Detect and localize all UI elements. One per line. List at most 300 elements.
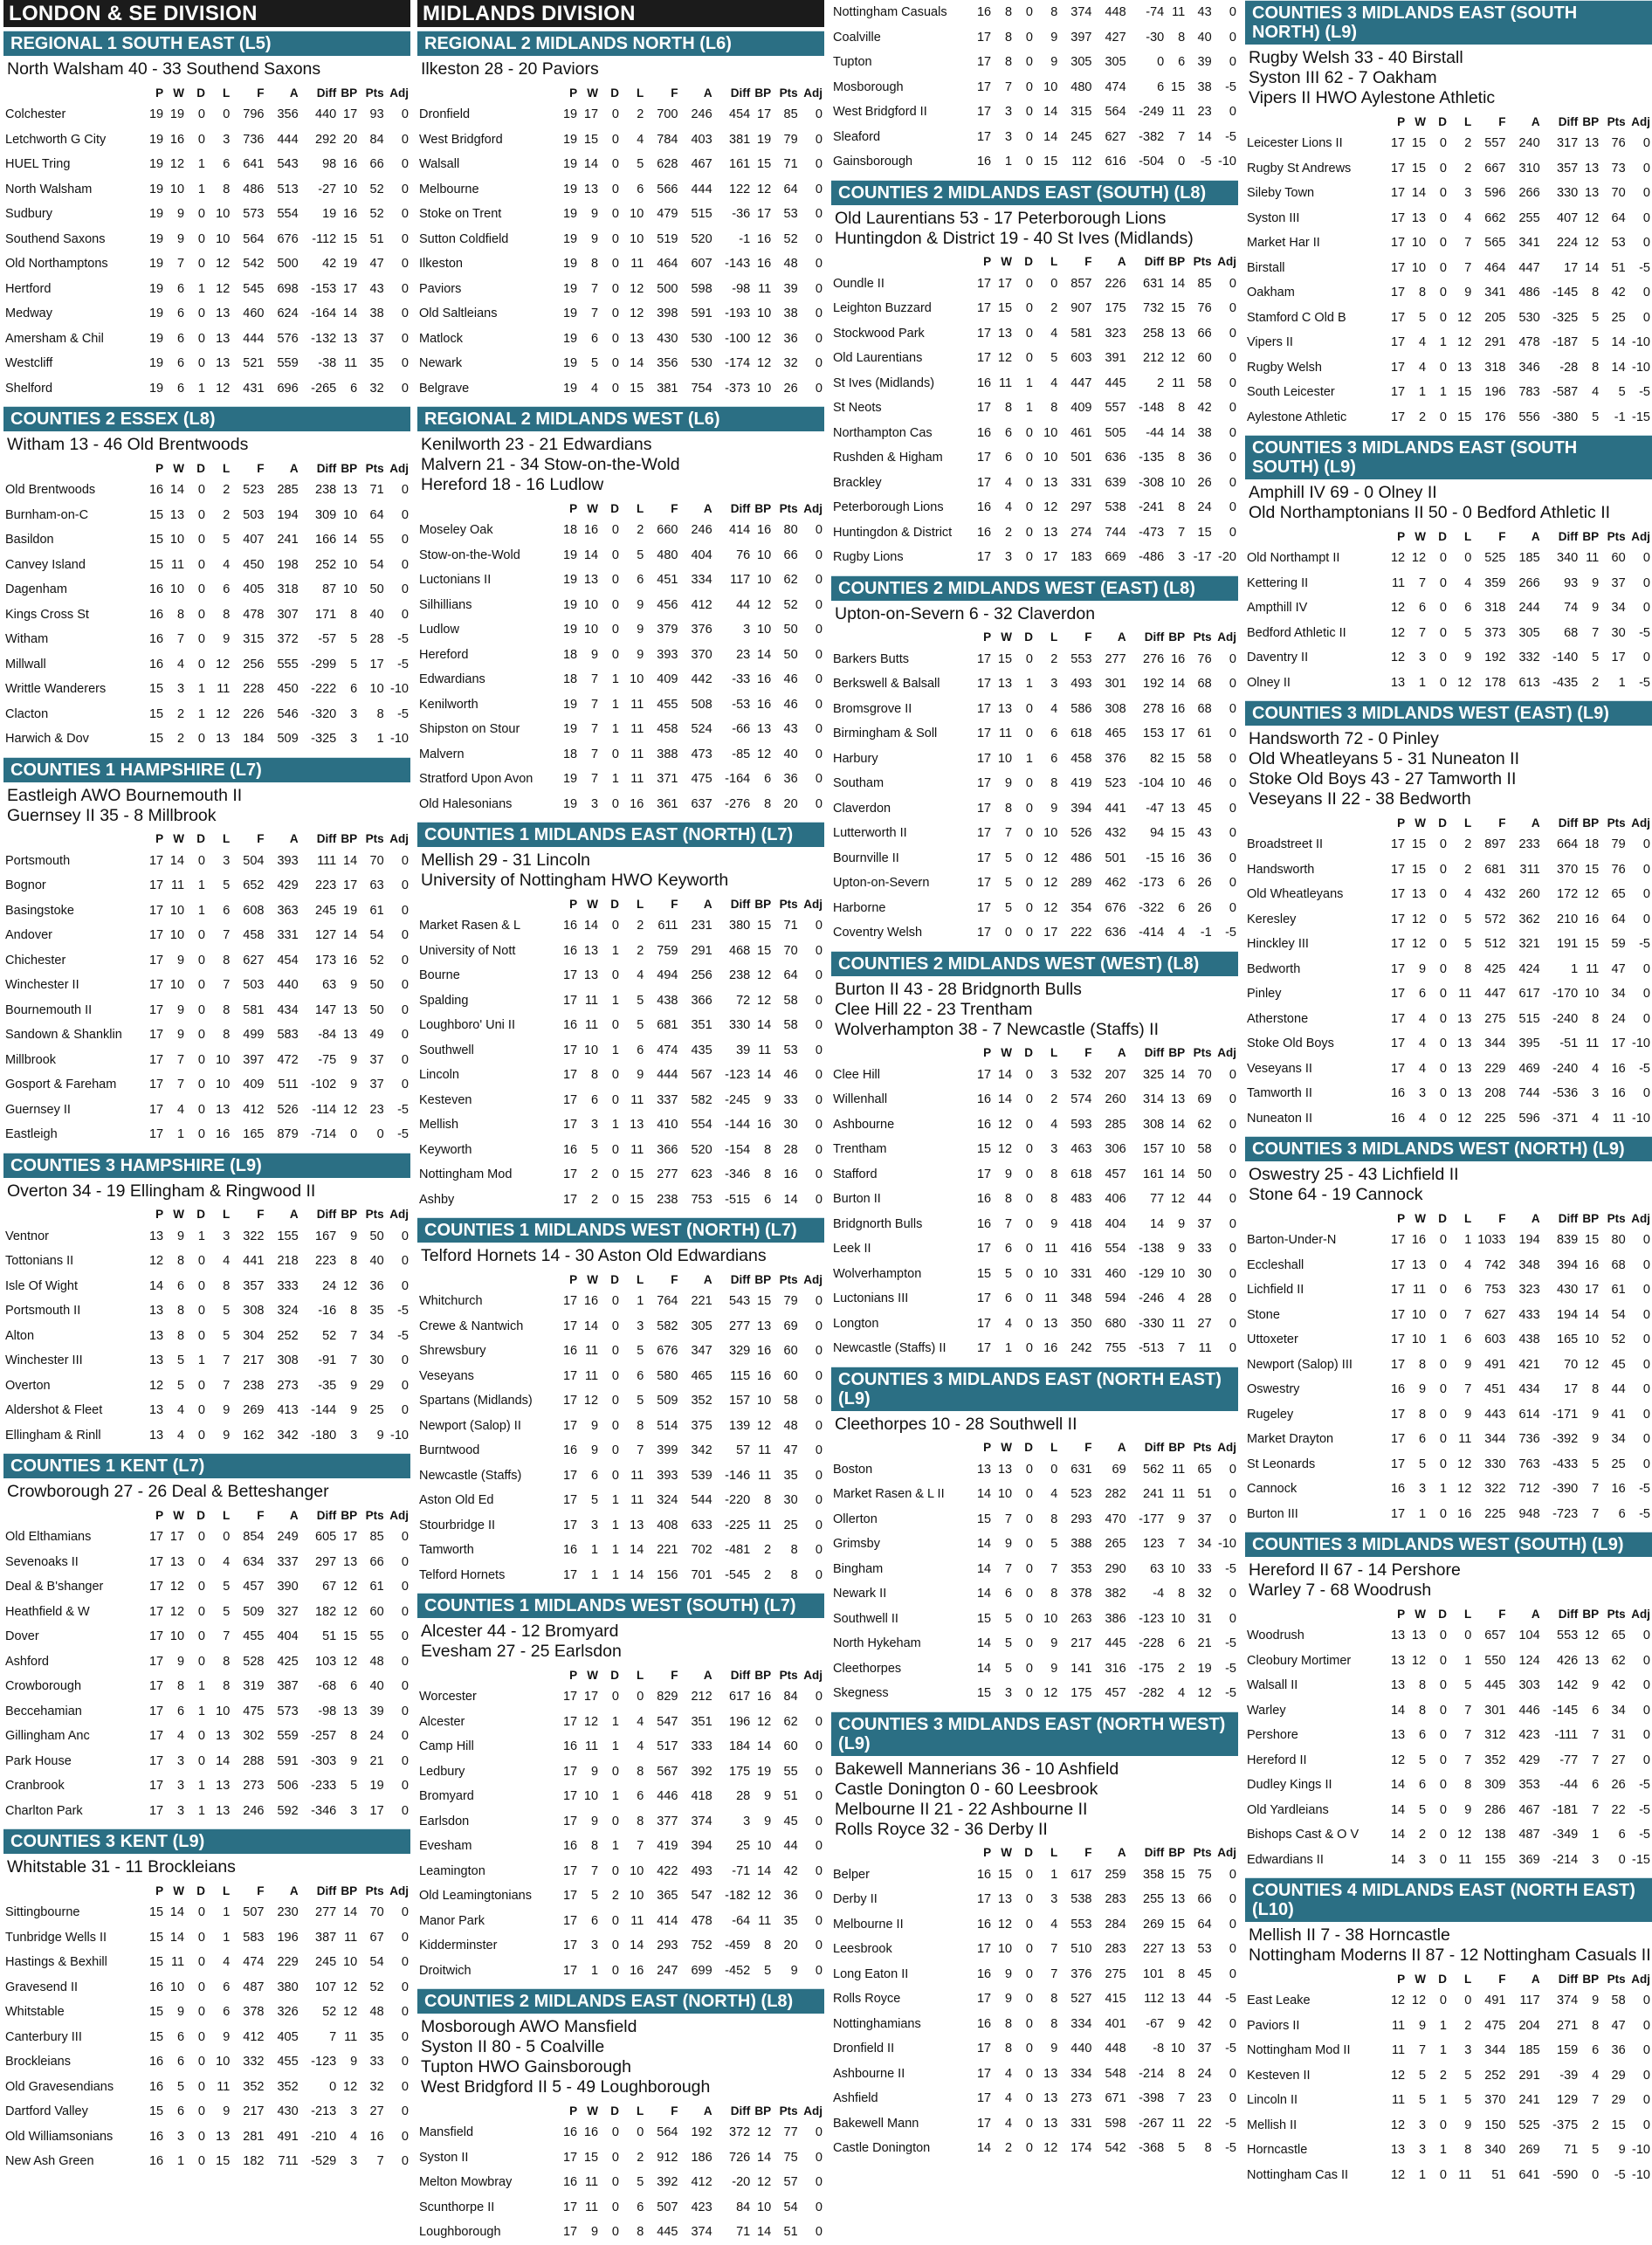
team-name: Ledbury xyxy=(419,1764,465,1779)
column-header-bp: BP xyxy=(1582,529,1600,543)
stat-p: 14 xyxy=(970,1656,993,1682)
team-name: Coalville xyxy=(831,25,970,51)
division-heading: LONDON & SE DIVISION xyxy=(3,0,410,27)
stat-d: 0 xyxy=(600,102,621,127)
stat-w: 8 xyxy=(165,1674,186,1699)
stat-bp: 8 xyxy=(338,1724,359,1749)
stat-l: 14 xyxy=(630,1567,644,1582)
stat-diff: 76 xyxy=(736,547,751,562)
stat-diff: 159 xyxy=(1542,2038,1580,2063)
stat-l: 5 xyxy=(223,1604,231,1619)
stat-adj: 0 xyxy=(815,1518,823,1532)
stat-w: 10 xyxy=(997,1942,1013,1957)
stat-p: 16 xyxy=(976,155,992,169)
stat-adj: 0 xyxy=(815,1092,823,1107)
stat-l: 8 xyxy=(223,182,231,196)
stat-pts: 37 xyxy=(1611,575,1626,590)
stat-a: 269 xyxy=(1507,2138,1541,2163)
stat-l: 8 xyxy=(207,998,231,1023)
column-header-w: W xyxy=(587,1668,599,1682)
stat-p: 17 xyxy=(976,1341,992,1356)
stat-l: 9 xyxy=(1464,1802,1472,1817)
stat-p: 17 xyxy=(142,1674,165,1699)
stat-f: 409 xyxy=(645,667,679,692)
stat-p: 17 xyxy=(562,1913,578,1928)
stat-a: 525 xyxy=(1518,2118,1540,2132)
stat-pts: 48 xyxy=(783,1418,798,1433)
league-table-counties-2-midlands-west-east-l8 xyxy=(831,575,1238,946)
stat-p: 17 xyxy=(556,1784,579,1809)
stat-f: 631 xyxy=(1059,1457,1093,1483)
stat-a: 556 xyxy=(1518,410,1540,424)
table-row xyxy=(3,2000,410,2025)
stat-f: 912 xyxy=(657,2150,678,2165)
standings-header-row xyxy=(831,628,1238,647)
team-name: Writtle Wanderers xyxy=(3,677,142,702)
stat-d: 0 xyxy=(186,1048,207,1073)
stat-adj: 0 xyxy=(1229,1341,1236,1356)
stat-l: 10 xyxy=(207,202,231,227)
stat-adj: 0 xyxy=(401,281,409,296)
stat-l: 9 xyxy=(1464,2118,1472,2132)
stat-diff: -545 xyxy=(725,1567,751,1582)
stat-pts: 17 xyxy=(1600,645,1627,671)
stat-adj: 0 xyxy=(1229,1942,1236,1957)
column-header-p: P xyxy=(1397,816,1406,830)
stat-bp: 8 xyxy=(752,1162,773,1188)
match-result: Eastleigh AWO Bournemouth II xyxy=(7,785,243,805)
stat-f: 228 xyxy=(231,677,265,702)
stat-a: 393 xyxy=(265,849,299,874)
stat-pts: 10 xyxy=(359,677,385,702)
team-name: Rugby Welsh xyxy=(1247,360,1322,375)
stat-p: 17 xyxy=(970,747,993,772)
stat-adj: 0 xyxy=(401,928,409,943)
column-header-f: F xyxy=(1084,255,1092,268)
stat-pts: 71 xyxy=(359,478,385,503)
stat-d: 0 xyxy=(1025,1942,1033,1957)
stat-bp: 9 xyxy=(338,1374,359,1399)
stat-bp: 4 xyxy=(350,2129,358,2144)
stat-p: 17 xyxy=(1384,1228,1407,1253)
stat-w: 13 xyxy=(169,507,185,522)
table-row xyxy=(3,327,410,352)
stat-pts: 30 xyxy=(369,1353,384,1368)
stat-l: 11 xyxy=(1449,1427,1473,1452)
stat-bp: 17 xyxy=(338,102,359,127)
column-header-adj: Adj xyxy=(1217,1046,1236,1059)
stat-w: 17 xyxy=(579,102,600,127)
stat-f: 246 xyxy=(243,1803,265,1818)
stat-diff: 839 xyxy=(1542,1228,1580,1253)
stat-adj: 0 xyxy=(1214,471,1238,496)
stat-d: 0 xyxy=(1014,697,1035,722)
stat-adj: 0 xyxy=(1214,1262,1238,1287)
stat-adj: 0 xyxy=(1214,1162,1238,1188)
team-name: Bedworth xyxy=(1247,961,1301,976)
stat-bp: 16 xyxy=(338,202,359,227)
stat-p: 17 xyxy=(1384,1427,1407,1452)
league-table-counties-3-midlands-east-south-south-l9 xyxy=(1245,435,1652,695)
stat-adj: 0 xyxy=(386,527,410,553)
stat-l: 16 xyxy=(630,796,644,811)
stat-w: 10 xyxy=(165,577,186,603)
match-result: Bakewell Mannerians 36 - 10 Ashfield xyxy=(835,1759,1119,1779)
stat-pts: 30 xyxy=(1187,1262,1213,1287)
stat-bp: 2 xyxy=(752,1538,773,1563)
stat-p: 16 xyxy=(556,2170,579,2195)
stat-pts: 50 xyxy=(359,1224,385,1250)
stat-l: 6 xyxy=(1449,1277,1473,1303)
stat-a: 442 xyxy=(679,667,713,692)
stat-diff: 245 xyxy=(300,1950,339,1975)
stat-l: 6 xyxy=(1449,596,1473,621)
stat-pts: 57 xyxy=(773,2170,799,2195)
team-name: Charlton Park xyxy=(5,1803,83,1818)
stat-p: 17 xyxy=(142,1098,165,1123)
table-row xyxy=(1245,206,1652,231)
stat-p: 17 xyxy=(976,677,992,692)
stat-adj: 0 xyxy=(800,1784,824,1809)
table-row xyxy=(417,1513,824,1539)
stat-diff: 7 xyxy=(329,2029,337,2044)
match-result: Oswestry 25 - 43 Lichfield II xyxy=(1249,1165,1459,1184)
column-header-p: P xyxy=(155,461,164,475)
stat-l: 13 xyxy=(216,1803,231,1818)
stat-pts: 31 xyxy=(1600,1723,1627,1748)
stat-f: 475 xyxy=(243,1704,265,1718)
standings-table xyxy=(831,1843,1238,2161)
stat-w: 8 xyxy=(1418,1703,1427,1718)
stat-bp: 0 xyxy=(1178,155,1186,169)
stat-f: 527 xyxy=(1070,1992,1092,2007)
stat-w: 7 xyxy=(993,1212,1014,1237)
stat-l: 6 xyxy=(207,152,231,177)
stat-a: 275 xyxy=(1093,1962,1127,1987)
stat-w: 8 xyxy=(579,1834,600,1859)
stat-w: 9 xyxy=(165,998,186,1023)
team-name: Oswestry xyxy=(1245,1377,1384,1402)
stat-d: 0 xyxy=(197,1930,205,1945)
stat-adj: -5 xyxy=(1225,2141,1236,2156)
team-name: Brockleians xyxy=(3,2049,142,2075)
table-row xyxy=(1245,1848,1652,1873)
stat-bp: 15 xyxy=(1166,75,1187,100)
stat-l: 4 xyxy=(1035,1912,1059,1938)
stat-l: 11 xyxy=(207,677,231,702)
stat-bp: 17 xyxy=(1171,727,1186,741)
stat-diff: -714 xyxy=(311,1127,337,1142)
stat-l: 2 xyxy=(1464,2018,1472,2033)
column-header-diff: Diff xyxy=(1558,114,1579,128)
stat-pts: 58 xyxy=(1197,1142,1212,1157)
stat-w: 10 xyxy=(169,978,185,993)
team-name: Dartford Valley xyxy=(3,2099,142,2124)
team-name: Mellish II xyxy=(1247,2118,1298,2132)
stat-a: 478 xyxy=(691,1913,712,1928)
stat-p: 11 xyxy=(1384,2038,1407,2063)
stat-p: 17 xyxy=(562,1319,578,1333)
table-row xyxy=(831,1236,1238,1262)
stat-f: 344 xyxy=(1473,1031,1507,1057)
column-header-l: L xyxy=(1050,1046,1058,1059)
stat-a: 636 xyxy=(1105,451,1126,465)
stat-p: 19 xyxy=(148,182,164,196)
table-row xyxy=(3,2075,410,2100)
stat-pts: 28 xyxy=(1197,1291,1212,1306)
table-row xyxy=(831,149,1238,175)
stat-a: 441 xyxy=(1093,796,1127,822)
stat-bp: 9 xyxy=(350,1078,358,1092)
stat-pts: 36 xyxy=(359,1274,385,1299)
stat-w: 7 xyxy=(993,1507,1014,1532)
stat-a: 327 xyxy=(277,1604,299,1619)
stat-bp: 9 xyxy=(350,978,358,993)
stat-f: 334 xyxy=(1059,2062,1093,2087)
standings-header-row xyxy=(1245,1604,1652,1623)
stat-l: 0 xyxy=(207,1525,231,1550)
stat-f: 478 xyxy=(243,607,265,622)
stat-bp: 14 xyxy=(338,849,359,874)
stat-pts: 44 xyxy=(1197,1992,1212,2007)
column-header-w: W xyxy=(587,897,599,911)
stat-d: 0 xyxy=(186,1374,207,1399)
stat-pts: 16 xyxy=(369,2129,384,2144)
stat-diff: 25 xyxy=(714,1834,753,1859)
stat-diff: -320 xyxy=(311,706,337,721)
stat-adj: 0 xyxy=(386,1950,410,1975)
column-header-a: A xyxy=(703,86,712,100)
stat-adj: 0 xyxy=(815,597,823,612)
stat-bp: 12 xyxy=(338,1098,359,1123)
team-name: Portsmouth II xyxy=(5,1304,81,1319)
stat-diff: 74 xyxy=(1542,596,1580,621)
stat-adj: 0 xyxy=(1229,301,1236,316)
stat-w: 4 xyxy=(993,2111,1014,2137)
stat-adj: 0 xyxy=(800,767,824,792)
stat-w: 9 xyxy=(993,1962,1014,1987)
stat-f: 618 xyxy=(1070,727,1092,741)
column-header-adj: Adj xyxy=(1631,1211,1650,1225)
team-name: Rolls Royce xyxy=(833,1992,901,2007)
team-name: Overton xyxy=(3,1374,142,1399)
stat-bp: 10 xyxy=(752,1834,773,1859)
stat-bp: 12 xyxy=(338,1574,359,1600)
stat-p: 17 xyxy=(1390,260,1406,275)
table-row xyxy=(1245,306,1652,331)
stat-w: 9 xyxy=(590,1814,599,1828)
stat-d: 0 xyxy=(1439,260,1447,275)
table-row xyxy=(1245,380,1652,405)
stat-d: 0 xyxy=(186,998,207,1023)
team-name: Nottingham Casuals xyxy=(833,5,947,20)
team-name: Kenilworth xyxy=(419,697,478,712)
stat-adj: 0 xyxy=(1214,272,1238,297)
stat-pts: 61 xyxy=(359,1574,385,1600)
team-name: Harwich & Dov xyxy=(3,727,142,752)
stat-bp: 12 xyxy=(343,1604,358,1619)
stat-bp: 11 xyxy=(752,1438,773,1463)
table-row xyxy=(3,1374,410,1399)
stat-adj: 0 xyxy=(800,202,824,227)
table-row xyxy=(417,1859,824,1884)
stat-diff: -515 xyxy=(725,1192,751,1207)
stat-f: 256 xyxy=(243,657,265,671)
stat-w: 5 xyxy=(579,1488,600,1513)
stat-pts: 1 xyxy=(359,727,385,752)
stat-d: 0 xyxy=(1025,1487,1033,1502)
stat-a: 501 xyxy=(1093,846,1127,871)
stat-adj: 0 xyxy=(1642,1257,1650,1272)
stat-d: 0 xyxy=(1439,1407,1447,1422)
stat-l: 8 xyxy=(637,1814,644,1828)
stat-a: 334 xyxy=(679,568,713,593)
stat-bp: 9 xyxy=(1580,1673,1600,1698)
stat-d: 0 xyxy=(600,301,621,327)
standings-header-row xyxy=(831,252,1238,272)
stat-a: 455 xyxy=(265,2049,299,2075)
stat-p: 15 xyxy=(976,1686,992,1701)
standings-table xyxy=(1245,527,1652,695)
table-row xyxy=(417,568,824,593)
column-header-a: A xyxy=(1117,1046,1126,1059)
table-row xyxy=(3,1674,410,1699)
stat-f: 409 xyxy=(1070,401,1092,416)
team-name: Nuneaton II xyxy=(1247,1111,1312,1126)
stat-d: 0 xyxy=(197,331,205,346)
stat-w: 19 xyxy=(165,102,186,127)
stat-pts: 52 xyxy=(369,1980,384,1994)
stat-l: 5 xyxy=(1464,2068,1472,2083)
league-table-regional-1-south-east-l5 xyxy=(3,31,410,401)
stat-diff: -473 xyxy=(1128,520,1167,546)
stat-d: 1 xyxy=(186,677,207,702)
stat-diff: 617 xyxy=(714,1684,753,1710)
stat-w: 8 xyxy=(1004,401,1013,416)
stat-l: 2 xyxy=(1464,862,1472,877)
column-header-p: P xyxy=(155,86,164,100)
column-header-p: P xyxy=(155,1508,164,1522)
stat-a: 754 xyxy=(691,381,712,396)
stat-p: 17 xyxy=(148,1654,164,1669)
stat-l: 4 xyxy=(621,963,645,988)
stat-l: 8 xyxy=(1050,5,1058,20)
stat-diff: -392 xyxy=(1542,1427,1580,1452)
table-row xyxy=(3,102,410,127)
stat-adj: 0 xyxy=(815,331,823,346)
column-header-d: D xyxy=(1438,1211,1447,1225)
stat-diff: -303 xyxy=(311,1753,337,1768)
column-header-a: A xyxy=(289,461,299,475)
stat-w: 5 xyxy=(993,896,1014,921)
stat-bp: 14 xyxy=(752,1013,773,1038)
table-row xyxy=(1245,1988,1652,2014)
stat-l: 5 xyxy=(621,152,645,177)
stat-w: 12 xyxy=(997,1142,1013,1157)
stat-diff: 94 xyxy=(1150,826,1165,841)
stat-d: 0 xyxy=(186,1423,207,1449)
stat-w: 1 xyxy=(1418,1506,1427,1521)
stat-bp: 10 xyxy=(752,568,773,593)
stat-pts: 35 xyxy=(359,351,385,376)
stat-p: 17 xyxy=(1384,1327,1407,1353)
stat-bp: 15 xyxy=(752,1289,773,1314)
stat-f: 564 xyxy=(645,2120,679,2145)
table-row xyxy=(3,973,410,998)
stat-adj: -5 xyxy=(397,1127,409,1142)
stat-pts: 52 xyxy=(359,202,385,227)
stat-diff: -346 xyxy=(714,1162,753,1188)
stat-l: 12 xyxy=(1043,1686,1058,1701)
stat-pts: 30 xyxy=(1611,625,1626,640)
stat-d: 0 xyxy=(1439,1011,1447,1026)
stat-a: 465 xyxy=(1105,727,1126,741)
stat-bp: 10 xyxy=(752,617,773,643)
team-name: Rugby St Andrews xyxy=(1247,161,1352,176)
stat-p: 17 xyxy=(562,1714,578,1729)
team-name: Chichester xyxy=(3,948,142,974)
column-header-l: L xyxy=(223,86,231,100)
stat-p: 19 xyxy=(562,547,578,562)
stat-f: 225 xyxy=(1484,1506,1506,1521)
stat-bp: 20 xyxy=(343,132,358,147)
stat-diff: 68 xyxy=(1564,625,1579,640)
column-header-a: A xyxy=(703,2104,712,2118)
stat-w: 8 xyxy=(1004,5,1013,20)
stat-p: 16 xyxy=(148,2129,164,2144)
column-header-pts: Pts xyxy=(365,1883,384,1897)
stat-p: 16 xyxy=(1384,1477,1407,1502)
stat-d: 0 xyxy=(186,2099,207,2124)
column-header-w: W xyxy=(173,1208,185,1221)
stat-pts: 32 xyxy=(773,351,799,376)
stat-a: 308 xyxy=(277,1353,299,1368)
stat-adj: 0 xyxy=(1229,401,1236,416)
stat-pts: 11 xyxy=(1612,1111,1626,1126)
table-row xyxy=(831,1937,1238,1962)
stat-adj: 0 xyxy=(815,1814,823,1828)
stat-diff: 87 xyxy=(300,577,339,603)
stat-f: 165 xyxy=(243,1127,265,1142)
stat-p: 16 xyxy=(148,657,164,671)
table-row xyxy=(417,2170,824,2195)
stat-bp: 8 xyxy=(1580,1377,1600,1402)
stat-f: 528 xyxy=(243,1654,265,1669)
stat-pts: 50 xyxy=(773,617,799,643)
stat-a: 564 xyxy=(1105,105,1126,120)
stat-pts: 46 xyxy=(783,697,798,712)
column-header-w: W xyxy=(1001,1046,1013,1059)
stat-d: 0 xyxy=(1014,2111,1035,2137)
stat-f: 226 xyxy=(243,706,265,721)
stat-pts: 51 xyxy=(773,1784,799,1809)
table-row xyxy=(3,1023,410,1048)
stat-f: 309 xyxy=(1473,1773,1507,1798)
stat-bp: 6 xyxy=(338,1674,359,1699)
stat-diff: 330 xyxy=(714,1013,753,1038)
stat-d: 0 xyxy=(1025,1892,1033,1907)
stat-bp: 7 xyxy=(1166,520,1187,546)
stat-d: 0 xyxy=(1428,1228,1449,1253)
column-header-f: F xyxy=(671,2104,678,2118)
stat-l: 3 xyxy=(207,849,231,874)
stat-d: 0 xyxy=(1014,25,1035,51)
stat-d: 0 xyxy=(600,518,621,543)
stat-p: 17 xyxy=(148,1604,164,1619)
stat-l: 10 xyxy=(1043,451,1058,465)
stat-f: 277 xyxy=(645,1162,679,1188)
stat-pts: 8 xyxy=(376,706,384,721)
